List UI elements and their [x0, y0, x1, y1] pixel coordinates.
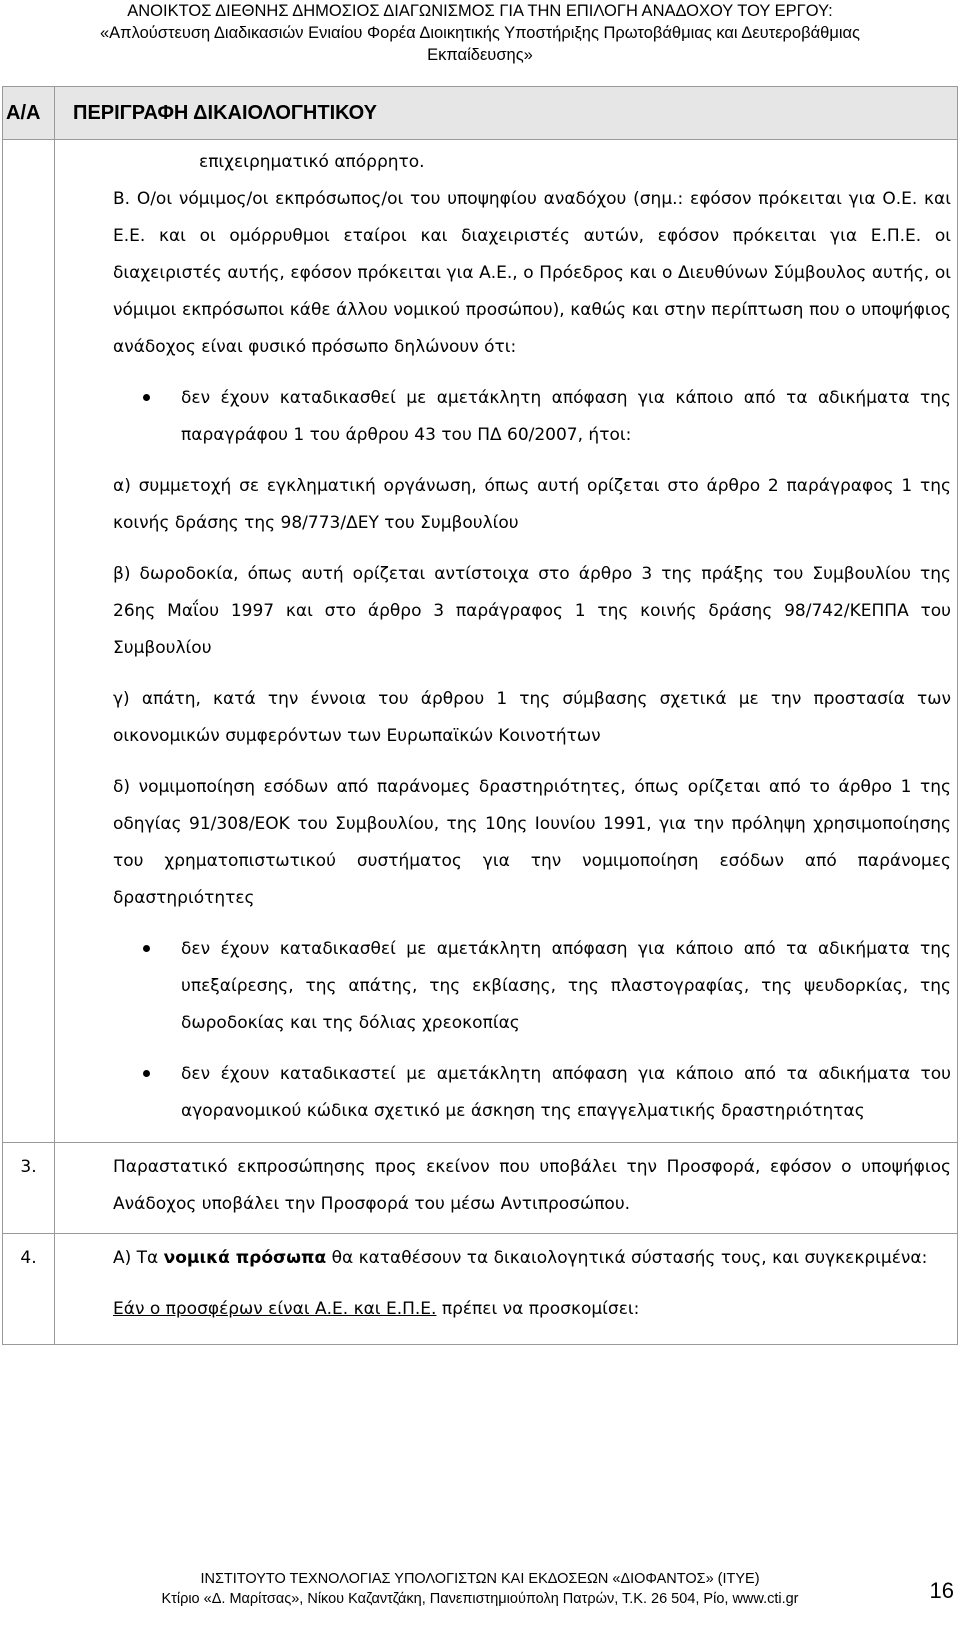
bullet-text: δεν έχουν καταδικασθεί με αμετάκλητη απόφαση για κάποιο από τα αδικήματα της παραγράφου 1 του άρθρου 43 του ΠΔ 60/2007, ήτοι:: [181, 388, 951, 445]
offence-item-c: γ) απάτη, κατά την έννοια του άρθρου 1 της σύμβασης σχετικά με την προστασία των οικονομικών συμφερόντων των Ευρωπαϊκών Κοινοτήτων: [113, 689, 951, 746]
row-number-cell: [3, 140, 55, 1143]
underlined-condition: Εάν ο προσφέρων είναι Α.Ε. και Ε.Π.Ε.: [113, 1299, 437, 1319]
footer-line-1: ΙΝΣΤΙΤΟΥΤΟ ΤΕΧΝΟΛΟΓΙΑΣ ΥΠΟΛΟΓΙΣΤΩΝ ΚΑΙ ΕΚΔΟΣΕΩΝ «ΔΙΟΦΑΝΤΟΣ» (ΙΤΥΕ): [200, 1571, 760, 1587]
table-row: [3, 1143, 958, 1234]
footer-line-2: Κτίριο «Δ. Μαρίτσας», Νίκου Καζαντζάκη, Πανεπιστημιούπολη Πατρών, Τ.Κ. 26 504, Ρίο, www.cti.gr: [161, 1591, 799, 1607]
list-item: [113, 931, 951, 1042]
representation-document-text: Παραστατικό εκπροσώπησης προς εκείνον που υποβάλει την Προσφορά, εφόσον ο υποψήφιος Ανάδοχος υποβάλει την Προσφορά του μέσω Αντιπροσώπου.: [113, 1157, 951, 1214]
supporting-documents-table: [2, 86, 958, 1345]
paragraph-b: Β. Ο/οι νόμιμος/οι εκπρόσωπος/οι του υποψηφίου αναδόχου (σημ.: εφόσον πρόκειται για Ο.Ε. και Ε.Ε. και οι ομόρρυθμοι εταίροι και διαχειριστές αυτών, εφόσον πρόκειται για Ε.Π.Ε. οι διαχειριστές αυτής, εφόσον πρόκειται για Α.Ε., ο Πρόεδρος και ο Διευθύνων Σύμβουλος αυτής, οι νόμιμοι εκπρόσωποι κάθε άλλου νομικού προσώπου), καθώς και στην περίπτωση που ο υποψήφιος ανάδοχος είναι φυσικό πρόσωπο δηλώνουν ότι:: [113, 189, 951, 357]
bullet-icon: [143, 945, 150, 952]
row-description-cell: [55, 1143, 958, 1234]
bullet-icon: [143, 1070, 150, 1077]
condition-continuation: πρέπει να προσκομίσει:: [436, 1299, 640, 1319]
header-line-1: ΑΝΟΙΚΤΟΣ ΔΙΕΘΝΗΣ ΔΗΜΟΣΙΟΣ ΔΙΑΓΩΝΙΣΜΟΣ ΓΙΑ ΤΗΝ ΕΠΙΛΟΓΗ ΑΝΑΔΟΧΟΥ ΤΟΥ ΕΡΓΟΥ:: [127, 2, 833, 20]
text-post: θα καταθέσουν τα δικαιολογητικά σύστασής τους, και συγκεκριμένα:: [326, 1248, 928, 1268]
document-footer: [0, 1569, 960, 1609]
table-header-row: [3, 87, 958, 140]
bullet-text: δεν έχουν καταδικασθεί με αμετάκλητη απόφαση για κάποιο από τα αδικήματα της υπεξαίρεσης, της απάτης, της εκβίασης, της πλαστογραφίας, της ψευδορκίας, της δωροδοκίας και της δόλιας χρεοκοπίας: [181, 939, 951, 1033]
page-number: 16: [929, 1578, 954, 1603]
offence-item-d: δ) νομιμοποίηση εσόδων από παράνομες δραστηριότητες, όπως ορίζεται από το άρθρο 1 της οδηγίας 91/308/ΕΟΚ του Συμβουλίου, της 10ης Ιουνίου 1991, για την πρόληψη χρησιμοποίησης του χρηματοπιστωτικού συστήματος για την νομιμοποίηση εσόδων από παράνομες δραστηριότητες: [113, 777, 951, 908]
row-number-cell: 4.: [3, 1234, 55, 1345]
offence-item-b: β) δωροδοκία, όπως αυτή ορίζεται αντίστοιχα στο άρθρο 3 της πράξης του Συμβουλίου της 26ης Μαΐου 1997 και στο άρθρο 3 παράγραφος 1 της κοινής δράσης 98/742/ΚΕΠΠΑ του Συμβουλίου: [113, 564, 951, 658]
header-line-3: Εκπαίδευσης»: [427, 46, 533, 64]
bullet-text: δεν έχουν καταδικαστεί με αμετάκλητη απόφαση για κάποιο από τα αδικήματα του αγορανομικού κώδικα σχετικό με άσκηση της επαγγελματικής δραστηριότητας: [181, 1064, 951, 1121]
list-item: [113, 1056, 951, 1130]
bold-legal-entities: νομικά πρόσωπα: [163, 1248, 327, 1268]
col-header-description: ΠΕΡΙΓΡΑΦΗ ΔΙΚΑΙΟΛΟΓΗΤΙΚΟΥ: [55, 87, 958, 140]
list-item: [113, 380, 951, 454]
row-description-cell: [55, 140, 958, 1143]
company-type-text: [113, 1291, 951, 1328]
text-pre: Α) Τα: [113, 1248, 164, 1268]
col-header-number: Α/Α: [3, 87, 55, 140]
row-number-cell: 3.: [3, 1143, 55, 1234]
bullet-icon: [143, 394, 150, 401]
continuation-text: επιχειρηματικό απόρρητο.: [199, 152, 425, 172]
offence-item-a: α) συμμετοχή σε εγκληματική οργάνωση, όπως αυτή ορίζεται στο άρθρο 2 παράγραφος 1 της κοινής δράσης της 98/773/ΔΕΥ του Συμβουλίου: [113, 476, 951, 533]
table-row: [3, 140, 958, 1143]
document-header: [0, 0, 960, 66]
header-line-2: «Απλούστευση Διαδικασιών Ενιαίου Φορέα Διοικητικής Υποστήριξης Πρωτοβάθμιας και Δευτεροβάθμιας: [100, 24, 860, 42]
table-row: [3, 1234, 958, 1345]
row-description-cell: [55, 1234, 958, 1345]
legal-entities-text: [113, 1240, 951, 1277]
